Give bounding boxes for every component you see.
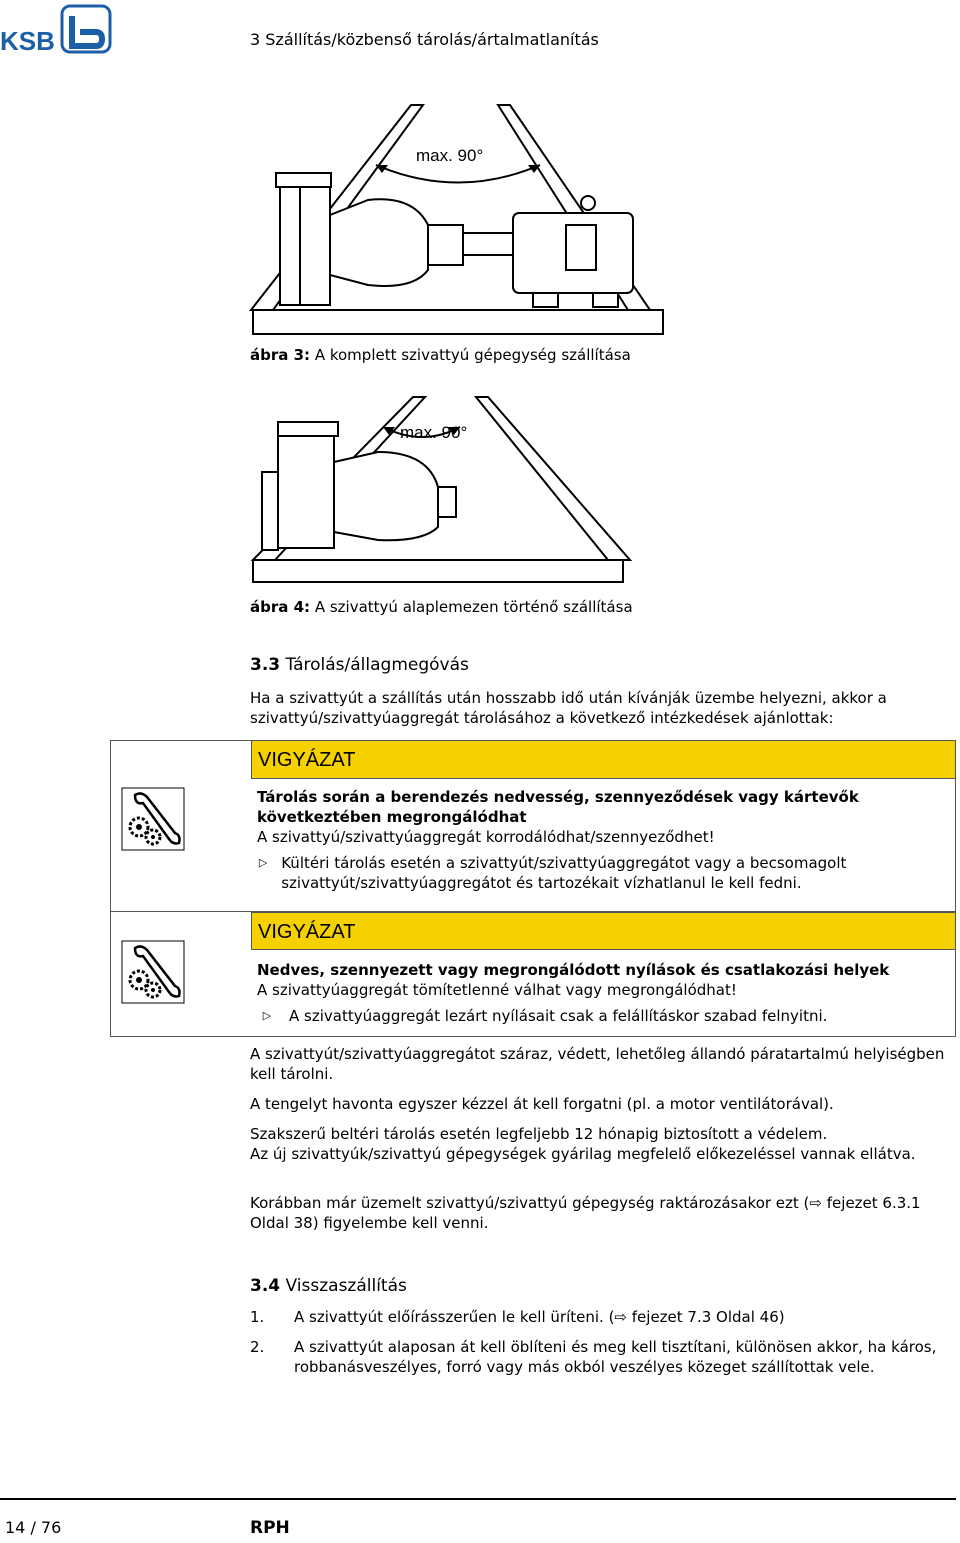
step-number: 1. [250,1308,265,1326]
warning-action [257,853,947,893]
logo-text: KSB [0,26,55,54]
document-code: RPH [250,1518,290,1538]
reference-arrow-icon: ⇨ [809,1194,822,1212]
caption-label: ábra 4: [250,598,311,616]
warning-hazard: Tárolás során a berendezés nedvesség, szennyeződések vagy kártevők következtében megrongálódhat [257,788,859,826]
warning-consequence: A szivattyúaggregát tömítetlenné válhat vagy megrongálódhat! [257,981,737,999]
chapter-reference-link[interactable]: fejezet 6.3.1 Oldal 38) figyelembe kell venni. [250,1194,921,1232]
footer-divider [0,1498,956,1500]
warning-action [257,1006,947,1026]
warning-consequence: A szivattyú/szivattyúaggregát korrodálódhat/szennyeződhet! [257,828,715,846]
warning-body [257,787,947,893]
angle-label: max. 90° [416,146,484,165]
paragraph-text: Korábban már üzemelt szivattyú/szivattyú gépegység raktározásakor ezt ( [250,1194,810,1212]
figure-complete-unit-transport [248,95,668,340]
machine-damage-icon [121,787,185,851]
figure-baseplate-transport [248,392,668,592]
machine-damage-icon [121,940,185,1004]
figure-caption [250,598,633,616]
step-number: 2. [250,1338,265,1356]
chapter-reference-link[interactable]: fejezet 7.3 Oldal 46) [627,1308,785,1326]
figure-caption [250,346,631,364]
warning-action-text: A szivattyúaggregát lezárt nyílásait csak a felállításkor szabad felnyitni. [289,1007,828,1025]
previous-operation-paragraph [250,1193,950,1233]
step-text-main: A szivattyút előírásszerűen le kell üríteni. ( [294,1308,615,1326]
section-heading-storage [250,655,469,675]
caption-text: A komplett szivattyú gépegység szállítása [314,346,631,364]
warning-action-text: Kültéri tárolás esetén a szivattyút/szivattyúaggregátot vagy a becsomagolt szivattyút/szivattyúaggregátot és tartozékait vízhatlanul le kell fedni. [281,854,847,892]
section-heading-return [250,1276,407,1296]
warning-box [110,912,956,1037]
section-intro: Ha a szivattyút a szállítás után hosszabb idő után kívánják üzembe helyezni, akkor a szivattyú/szivattyúaggregát tárolásához a következő intézkedések ajánlottak: [250,689,887,727]
section-number: 3.4 [250,1276,281,1296]
warning-heading: VIGYÁZAT [251,912,955,950]
triangle-bullet-icon: ▷ [258,856,268,869]
return-steps-list [250,1307,950,1387]
angle-label: max. 90° [400,423,468,442]
list-item [250,1307,950,1327]
protection-paragraph: Szakszerű beltéri tárolás esetén legfeljebb 12 hónapig biztosított a védelem. [250,1125,828,1143]
rotation-paragraph: A tengelyt havonta egyszer kézzel át kell forgatni (pl. a motor ventilátorával). [250,1095,834,1113]
reference-arrow-icon: ⇨ [614,1308,627,1326]
warning-hazard: Nedves, szennyezett vagy megrongálódott nyílások és csatlakozási helyek [257,961,890,979]
ksb-logo [0,2,115,54]
step-text [294,1307,785,1327]
warning-box [110,740,956,912]
caption-label: ábra 3: [250,346,311,364]
caption-text: A szivattyú alaplemezen történő szállítása [314,598,633,616]
section-title: Tárolás/állagmegóvás [285,655,469,675]
section-title: Visszaszállítás [285,1276,407,1296]
pretreatment-paragraph: Az új szivattyúk/szivattyú gépegységek gyárilag megfelelő előkezeléssel vannak ellátva. [250,1145,916,1163]
list-item [250,1337,950,1377]
step-text: A szivattyút alaposan át kell öblíteni és meg kell tisztítani, különösen akkor, ha káros, robbanásveszélyes, forró vagy más okból veszélyes közeget szállítottak vele. [294,1338,937,1376]
section-number: 3.3 [250,655,281,675]
header-title: 3 Szállítás/közbenső tárolás/ártalmatlanítás [250,30,599,49]
storage-paragraph: A szivattyút/szivattyúaggregátot száraz, védett, lehetőleg állandó páratartalmú helyiségben kell tárolni. [250,1045,945,1083]
warning-body [257,960,947,1026]
triangle-bullet-icon: ▷ [262,1009,272,1022]
page-number: 14 / 76 [5,1518,62,1537]
warning-heading: VIGYÁZAT [251,741,955,779]
